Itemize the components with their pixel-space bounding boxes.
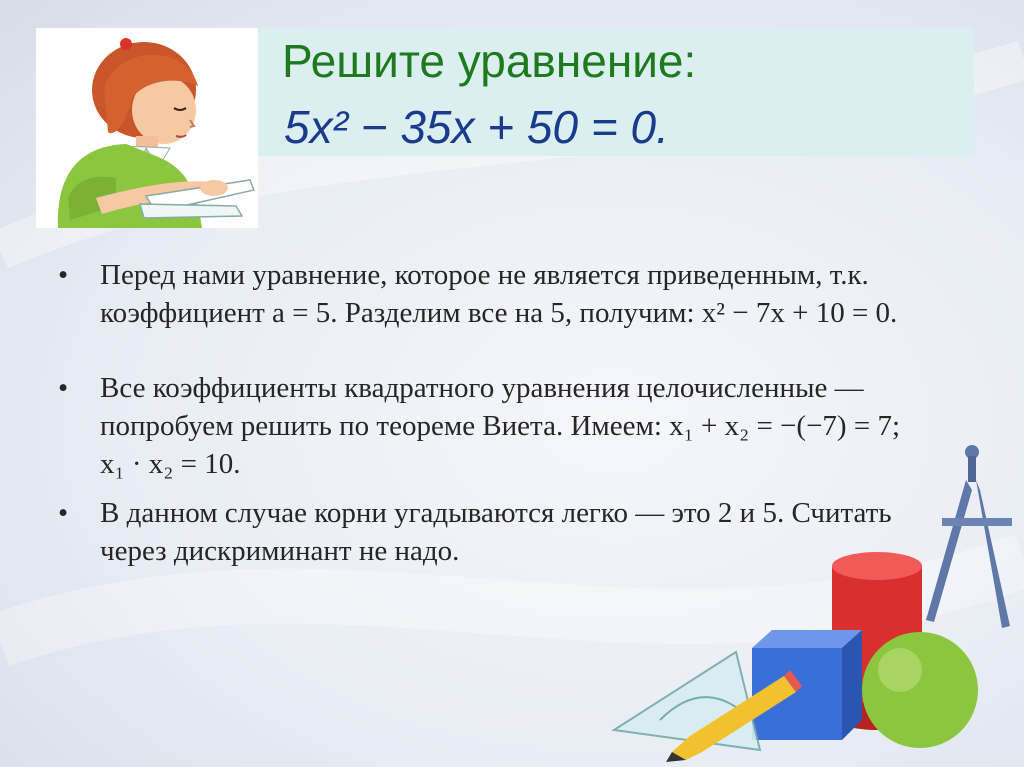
bullet-text: Перед нами уравнение, которое не является приведенным, т.к. коэффициент а = 5. Разделим все на 5, получим: x² − 7x + 10 = 0. <box>100 259 898 329</box>
girl-reading-book-icon <box>36 28 258 228</box>
bullet-marker: • <box>58 497 69 529</box>
compass-icon <box>926 445 1012 628</box>
slide-title: Решите уравнение: <box>282 35 697 87</box>
triangle-ruler-icon <box>614 652 760 750</box>
geometry-tools-and-shapes-icon <box>600 440 1024 767</box>
bullet-text: В данном случае корни угадываются легко — это 2 и 5. Считать через дискриминант не надо. <box>100 497 892 567</box>
bullet-item <box>58 256 928 332</box>
green-sphere-icon <box>862 632 978 748</box>
reading-girl-picture <box>36 28 258 228</box>
blue-cube-icon <box>752 630 862 740</box>
bullet-marker: • <box>58 372 69 404</box>
equation-title: 5x² − 35x + 50 = 0. <box>284 101 669 153</box>
bullet-text: Все коэффициенты квадратного уравнения целочисленные — попробуем решить по теореме Виета. Имеем: x₁ + x₂ = −(−7) = 7; x₁ · x₂ = 10. <box>100 372 901 480</box>
bullet-marker: • <box>58 259 69 291</box>
